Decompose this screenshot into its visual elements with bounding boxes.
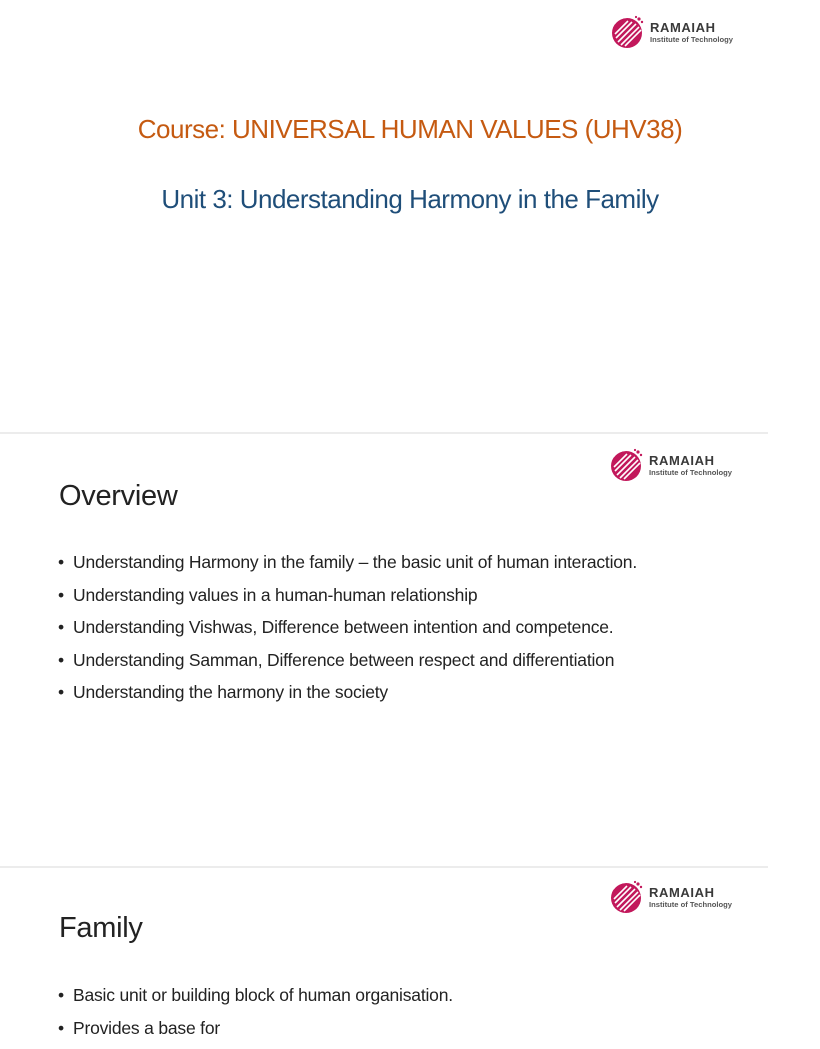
- ramaiah-logo-icon: [609, 879, 645, 915]
- logo-subtitle-text: Institute of Technology: [650, 34, 733, 44]
- slide-3[interactable]: [0, 868, 768, 1038]
- logo-brand-text: RAMAIAH: [649, 452, 715, 468]
- list-item: • Basic unit or building block of human organisation.: [57, 984, 757, 1006]
- logo-brand-text: RAMAIAH: [650, 19, 716, 35]
- unit-title: Unit 3: Understanding Harmony in the Family: [161, 184, 659, 214]
- list-item: • Understanding the harmony in the society: [57, 681, 757, 703]
- logo-subtitle-text: Institute of Technology: [649, 899, 732, 909]
- institute-logo: [609, 447, 732, 483]
- list-item: • Understanding Vishwas, Difference between intention and competence.: [57, 616, 757, 638]
- institute-logo: [610, 14, 733, 50]
- slide-heading: Family: [59, 912, 143, 944]
- ramaiah-logo-icon: [609, 447, 645, 483]
- list-item: • Provides a base for: [57, 1017, 757, 1039]
- institute-logo: [609, 879, 732, 915]
- logo-subtitle-text: Institute of Technology: [649, 467, 732, 477]
- bullet-list: [57, 984, 757, 1049]
- slide-1[interactable]: [0, 0, 768, 432]
- ramaiah-logo-icon: [610, 14, 646, 50]
- list-item: • Understanding Harmony in the family – the basic unit of human interaction.: [57, 551, 757, 573]
- course-title: Course: UNIVERSAL HUMAN VALUES (UHV38): [137, 114, 683, 144]
- list-item: • Understanding values in a human-human relationship: [57, 584, 757, 606]
- bullet-list: [57, 551, 757, 714]
- list-item: • Understanding Samman, Difference between respect and differentiation: [57, 649, 757, 671]
- logo-brand-text: RAMAIAH: [649, 884, 715, 900]
- slide-heading: Overview: [59, 480, 178, 512]
- slide-2[interactable]: [0, 434, 768, 866]
